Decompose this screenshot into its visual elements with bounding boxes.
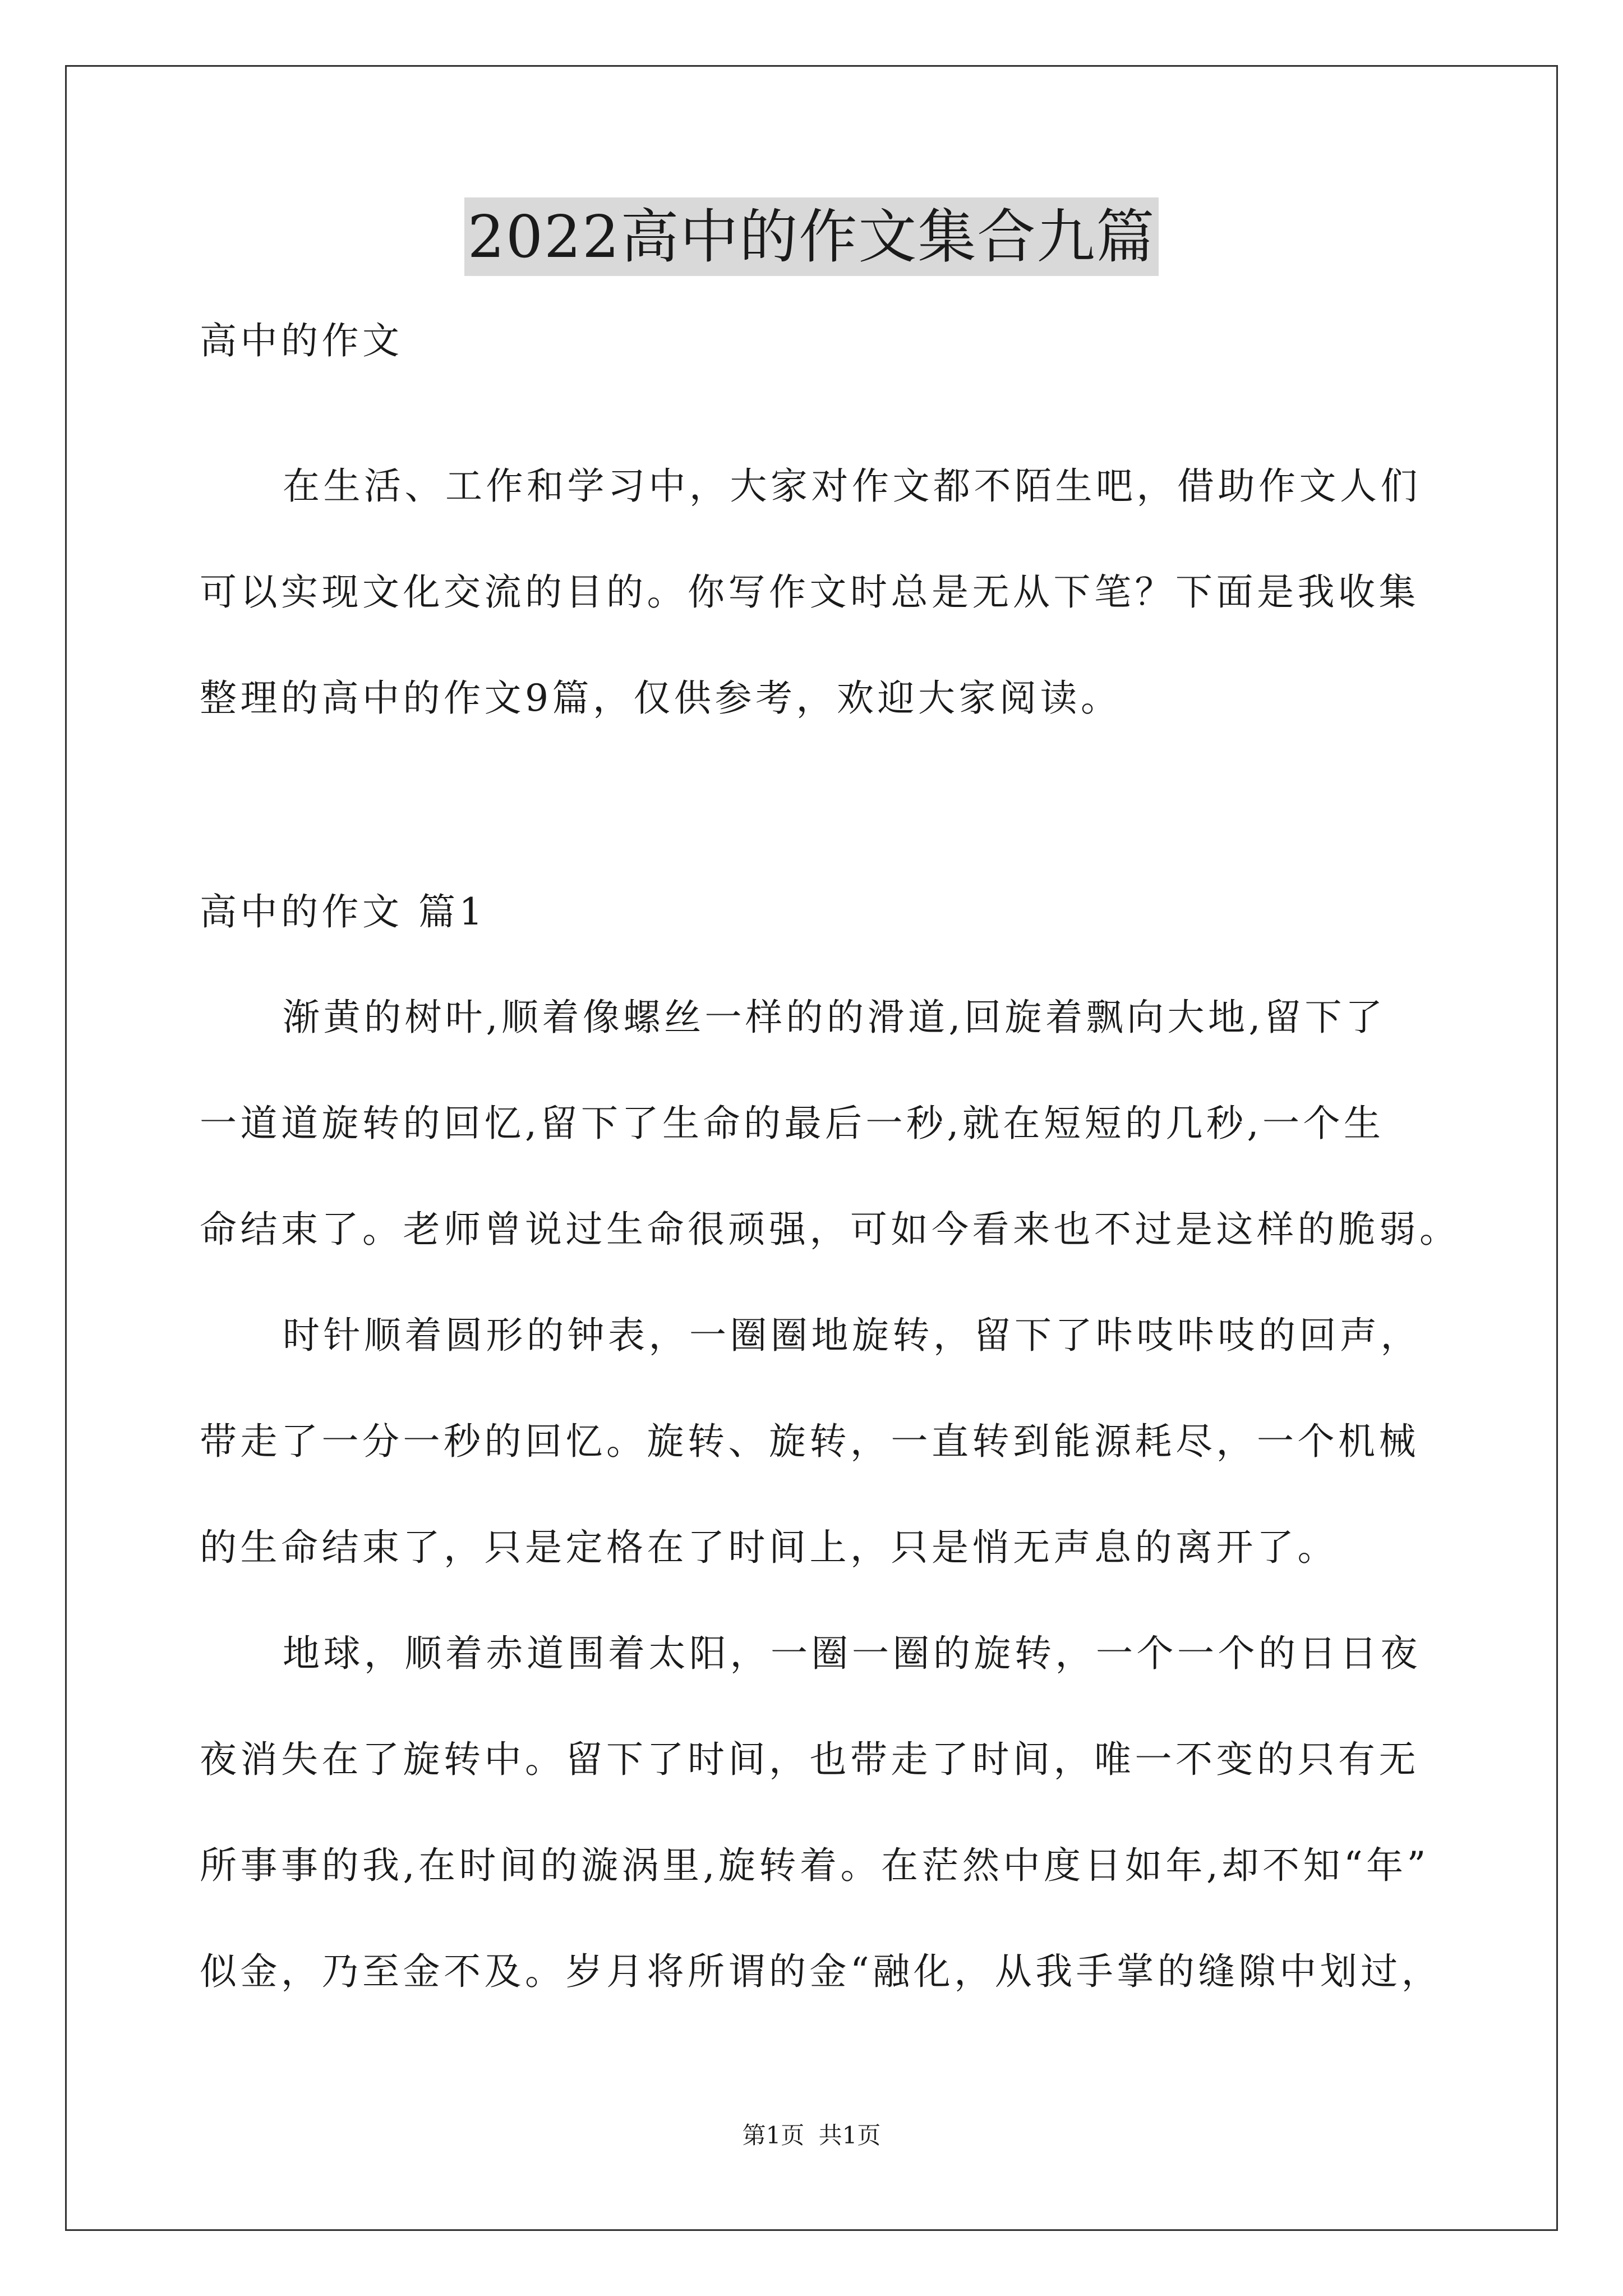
body-line-4: 时针顺着圆形的钟表，一圈圈地旋转，留下了咔吱咔吱的回声， xyxy=(283,1314,1421,1357)
page-footer xyxy=(0,2122,1623,2150)
intro-heading: 高中的作文 xyxy=(200,319,403,362)
body-line-10: 似金，乃至金不及。岁月将所谓的金“融化，从我手掌的缝隙中划过， xyxy=(200,1950,1442,1993)
page-number: 第1页 xyxy=(742,2122,805,2149)
body-line-1: 渐黄的树叶,顺着像螺丝一样的的滑道,回旋着飘向大地,留下了 xyxy=(283,996,1386,1039)
body-line-2: 一道道旋转的回忆,留下了生命的最后一秒,就在短短的几秒,一个生 xyxy=(200,1102,1385,1145)
body-line-6: 的生命结束了，只是定格在了时间上，只是悄无声息的离开了。 xyxy=(200,1526,1338,1569)
page-total: 共1页 xyxy=(818,2122,881,2149)
title-container xyxy=(0,197,1623,276)
document-title: 2022高中的作文集合九篇 xyxy=(464,197,1159,276)
body-line-9: 所事事的我,在时间的漩涡里,旋转着。在茫然中度日如年,却不知“年” xyxy=(200,1844,1430,1887)
body-line-5: 带走了一分一秒的回忆。旋转、旋转，一直转到能源耗尽，一个机械 xyxy=(200,1420,1419,1463)
section-heading: 高中的作文 篇1 xyxy=(200,890,486,933)
intro-line-3: 整理的高中的作文9篇，仅供参考，欢迎大家阅读。 xyxy=(200,677,1122,720)
intro-line-1: 在生活、工作和学习中，大家对作文都不陌生吧，借助作文人们 xyxy=(283,464,1421,508)
body-line-7: 地球，顺着赤道围着太阳，一圈一圈的旋转，一个一个的日日夜 xyxy=(283,1632,1421,1675)
body-line-8: 夜消失在了旋转中。留下了时间，也带走了时间，唯一不变的只有无 xyxy=(200,1738,1419,1781)
intro-line-2: 可以实现文化交流的目的。你写作文时总是无从下笔？下面是我收集 xyxy=(200,570,1419,614)
page-border xyxy=(65,65,1558,2231)
body-line-3: 命结束了。老师曾说过生命很顽强，可如今看来也不过是这样的脆弱。 xyxy=(200,1208,1460,1251)
